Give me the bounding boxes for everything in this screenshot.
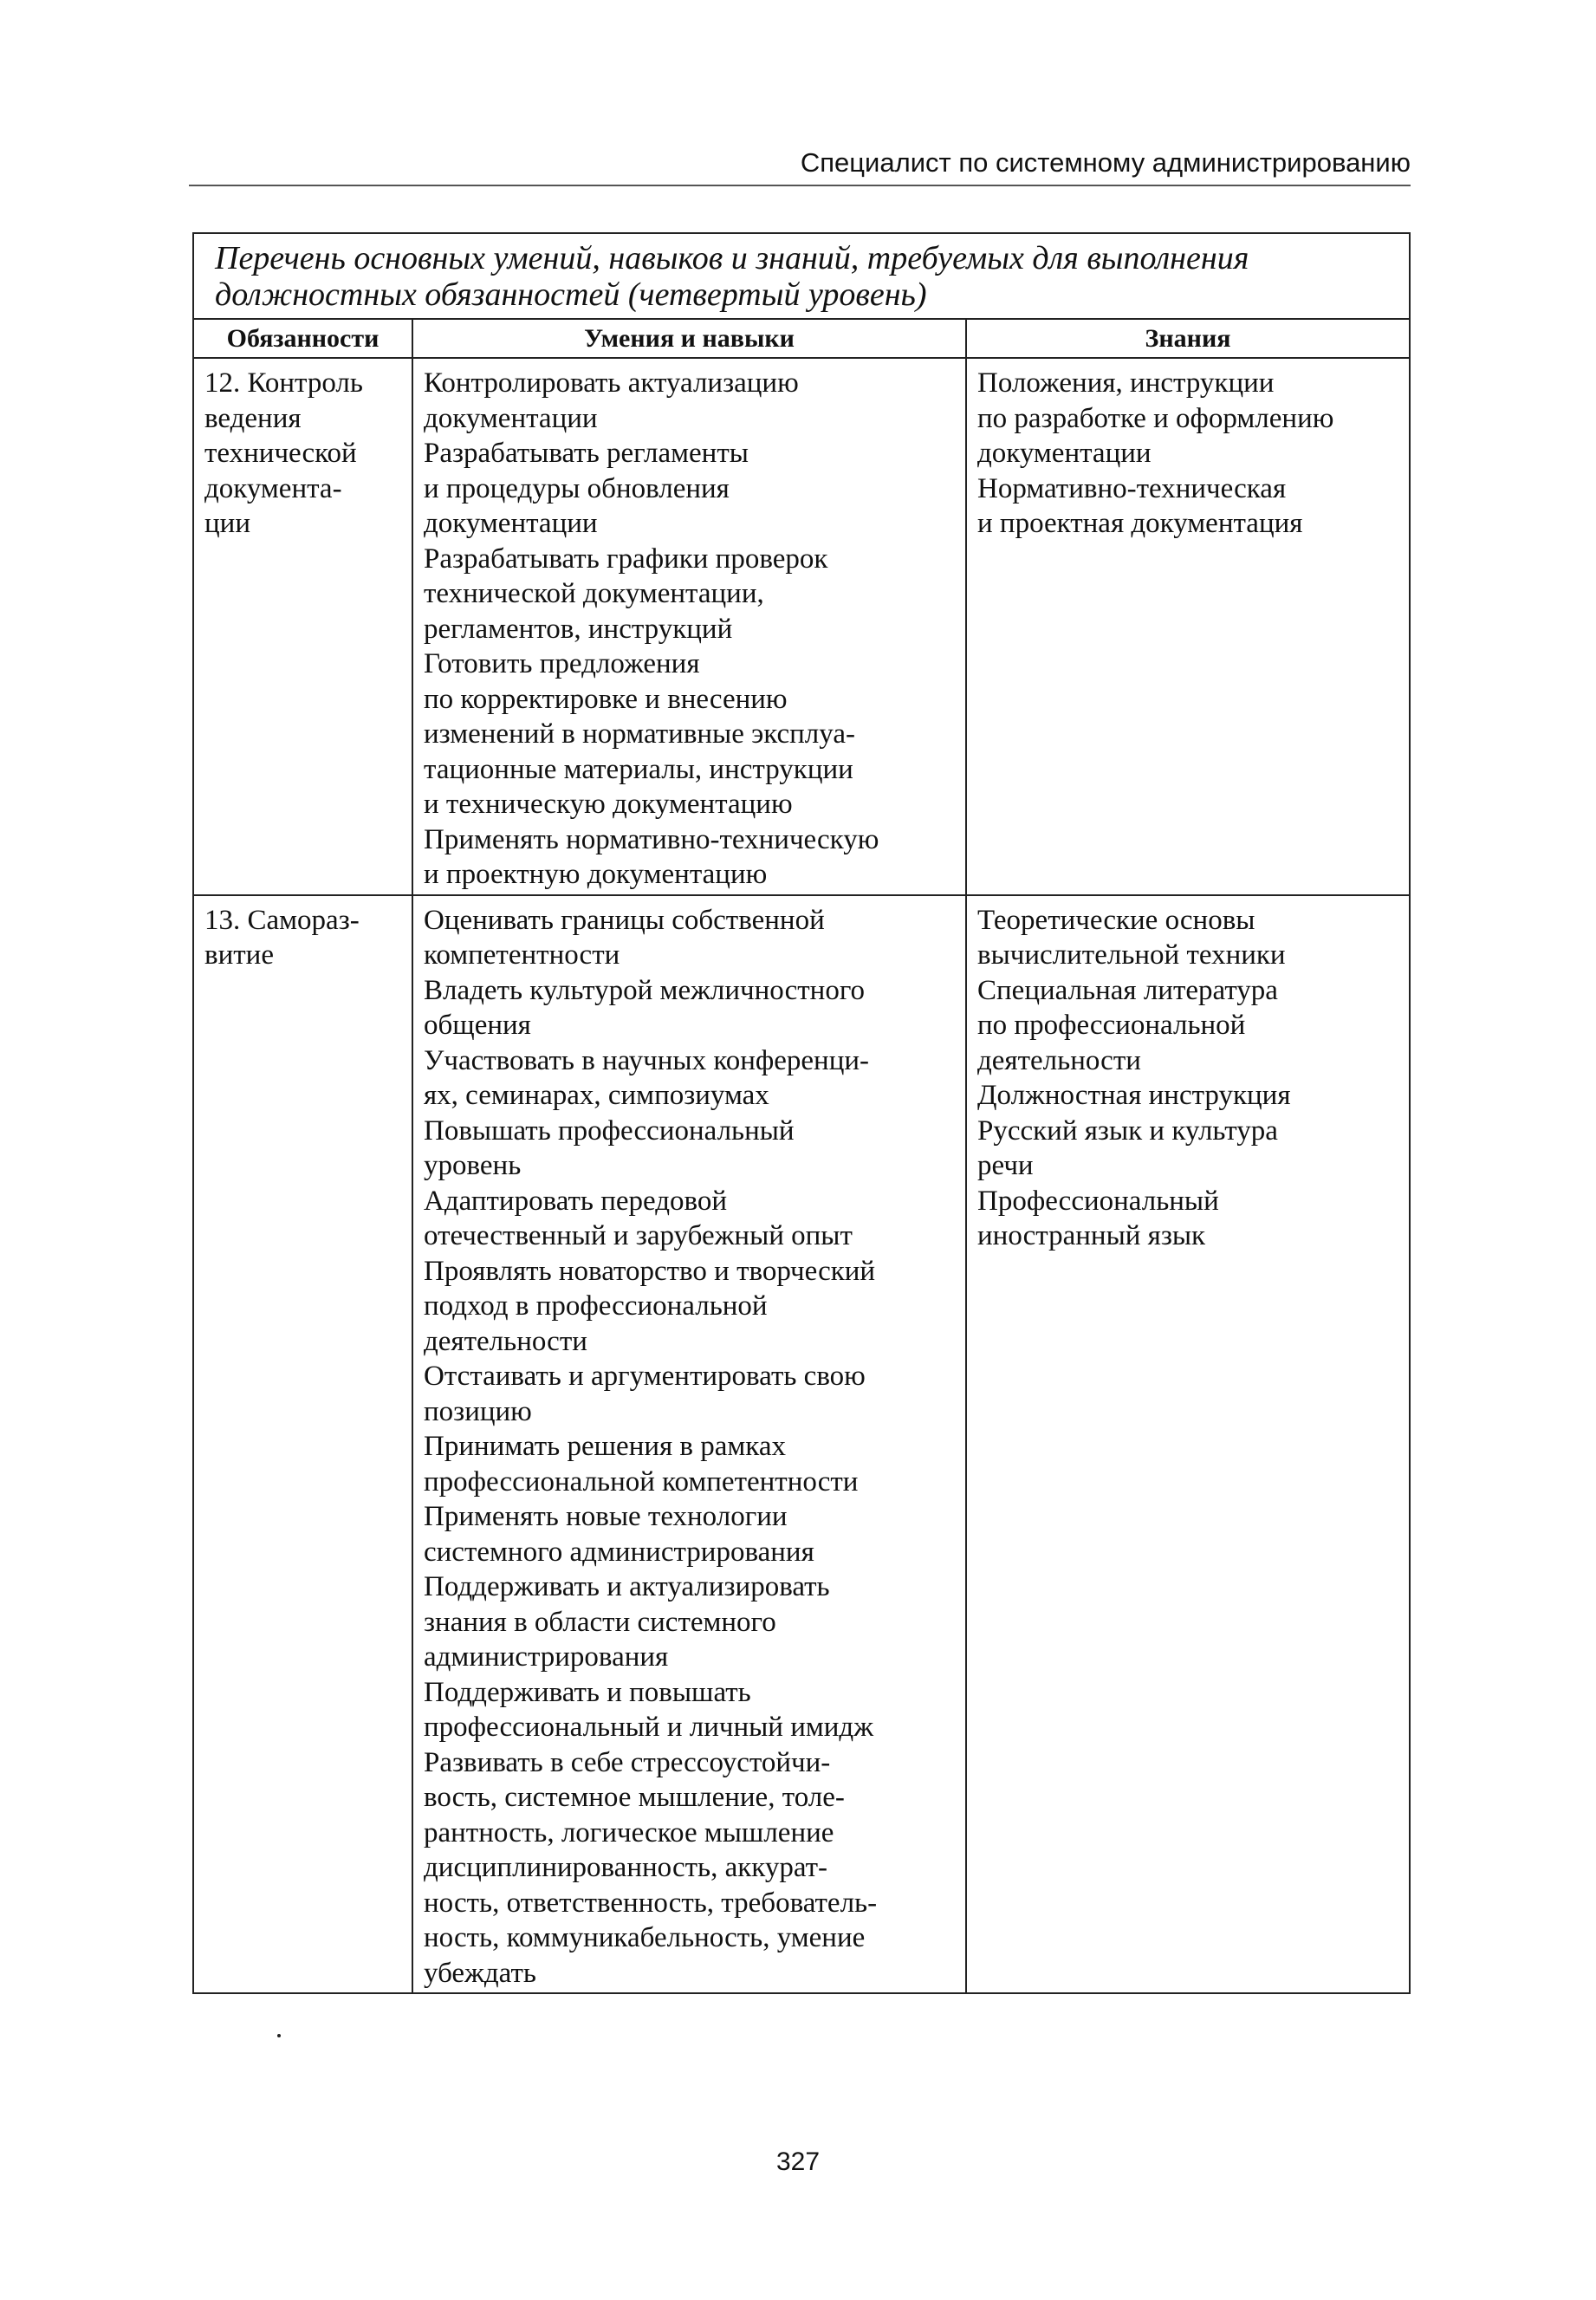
cell-line: ях, семинарах, симпозиумах xyxy=(424,1080,769,1111)
table-row xyxy=(193,358,1410,895)
cell-line: Должностная инструкция xyxy=(977,1080,1291,1111)
cell-line: Применять нормативно-техническую xyxy=(424,823,879,855)
skills-cell xyxy=(412,895,966,1994)
skills-cell xyxy=(412,358,966,895)
cell-line: регламентов, инструкций xyxy=(424,613,733,645)
cell-line: по профессиональной xyxy=(977,1010,1246,1041)
duty-cell xyxy=(193,895,412,1994)
knowledge-cell xyxy=(966,895,1410,1994)
cell-line: компетентности xyxy=(424,939,620,971)
cell-line: ведения xyxy=(204,402,302,434)
cell-line: вость, системное мышление, толе- xyxy=(424,1782,845,1813)
cell-line: Теоретические основы xyxy=(977,904,1255,936)
cell-line: изменений в нормативные эксплуа- xyxy=(424,718,855,750)
cell-line: Специальная литература xyxy=(977,974,1278,1006)
table-caption-line: Перечень основных умений, навыков и знаний, требуемых для выполнения xyxy=(215,240,1249,276)
cell-line: деятельности xyxy=(424,1325,587,1357)
cell-line: Оценивать границы собственной xyxy=(424,904,825,936)
table-row xyxy=(193,895,1410,1994)
cell-line: Поддерживать и повышать xyxy=(424,1676,751,1708)
cell-line: технической xyxy=(204,438,357,469)
cell-line: Развивать в себе стрессоустойчи- xyxy=(424,1746,831,1778)
cell-line: витие xyxy=(204,939,274,971)
cell-line: ность, ответственность, требователь- xyxy=(424,1887,878,1919)
cell-line: Поддерживать и актуализировать xyxy=(424,1571,830,1602)
cell-line: Повышать профессиональный xyxy=(424,1114,795,1147)
cell-line: и проектная документация xyxy=(977,508,1303,539)
cell-line: рантность, логическое мышление xyxy=(424,1816,834,1848)
cell-line: общения xyxy=(424,1010,531,1041)
cell-line: иностранный язык xyxy=(977,1220,1206,1251)
cell-line: деятельности xyxy=(977,1044,1141,1076)
duty-cell xyxy=(193,358,412,895)
column-header-knowledge: Знания xyxy=(966,319,1410,358)
running-head-title: Специалист по системному администрированию xyxy=(800,147,1411,178)
cell-line: профессиональный и личный имидж xyxy=(424,1712,873,1743)
table-header-row xyxy=(193,319,1410,358)
cell-line: Отстаивать и аргументировать свою xyxy=(424,1361,866,1392)
cell-line: отечественный и зарубежный опыт xyxy=(424,1220,853,1251)
cell-line: Русский язык и культура xyxy=(977,1114,1278,1147)
cell-line: 13. Самораз- xyxy=(204,904,360,936)
column-header-duties: Обязанности xyxy=(193,319,412,358)
cell-line: Принимать решения в рамках xyxy=(424,1431,786,1462)
cell-line: Адаптировать передовой xyxy=(424,1185,728,1217)
cell-line: документа- xyxy=(204,472,342,504)
cell-line: Разрабатывать регламенты xyxy=(424,438,749,469)
cell-line: администрирования xyxy=(424,1641,669,1673)
cell-line: убеждать xyxy=(424,1957,536,1989)
table-caption-row xyxy=(193,233,1410,319)
cell-line: и техническую документацию xyxy=(424,789,793,820)
cell-line: Проявлять новаторство и творческий xyxy=(424,1255,876,1287)
cell-line: документации xyxy=(977,438,1152,469)
competency-table xyxy=(192,232,1411,1994)
cell-line: ции xyxy=(204,508,250,539)
cell-line: документации xyxy=(424,508,598,539)
cell-line: Участвовать в научных конференци- xyxy=(424,1044,869,1076)
cell-line: Владеть культурой межличностного xyxy=(424,974,866,1006)
cell-line: Нормативно-техническая xyxy=(977,472,1287,504)
cell-line: знания в области системного xyxy=(424,1606,776,1638)
cell-line: 12. Контроль xyxy=(204,367,363,399)
page-number: 327 xyxy=(775,2147,821,2176)
cell-line: и проектную документацию xyxy=(424,859,768,890)
cell-line: технической документации, xyxy=(424,578,764,609)
cell-line: системного администрирования xyxy=(424,1536,814,1568)
cell-line: позицию xyxy=(424,1395,532,1427)
cell-line: и процедуры обновления xyxy=(424,472,730,504)
cell-line: Готовить предложения xyxy=(424,648,700,679)
cell-line: тационные материалы, инструкции xyxy=(424,753,853,785)
stray-dot xyxy=(277,2034,281,2037)
cell-line: вычислительной техники xyxy=(977,939,1286,971)
cell-line: Разрабатывать графики проверок xyxy=(424,543,828,575)
cell-line: Профессиональный xyxy=(977,1185,1219,1217)
cell-line: Контролировать актуализацию xyxy=(424,367,799,399)
cell-line: Положения, инструкции xyxy=(977,367,1275,399)
cell-line: уровень xyxy=(424,1150,522,1181)
knowledge-cell xyxy=(966,358,1410,895)
cell-line: по разработке и оформлению xyxy=(977,402,1334,434)
cell-line: Применять новые технологии xyxy=(424,1501,788,1532)
cell-line: профессиональной компетентности xyxy=(424,1465,859,1498)
cell-line: дисциплинированность, аккурат- xyxy=(424,1852,828,1883)
table-caption-line: должностных обязанностей (четвертый уровень) xyxy=(215,276,927,313)
cell-line: речи xyxy=(977,1150,1034,1181)
header-rule xyxy=(189,185,1411,186)
cell-line: по корректировке и внесению xyxy=(424,683,788,715)
cell-line: документации xyxy=(424,402,598,434)
table-caption xyxy=(193,233,1410,319)
cell-line: подход в профессиональной xyxy=(424,1290,768,1322)
column-header-skills: Умения и навыки xyxy=(412,319,966,358)
cell-line: ность, коммуникабельность, умение xyxy=(424,1922,866,1953)
